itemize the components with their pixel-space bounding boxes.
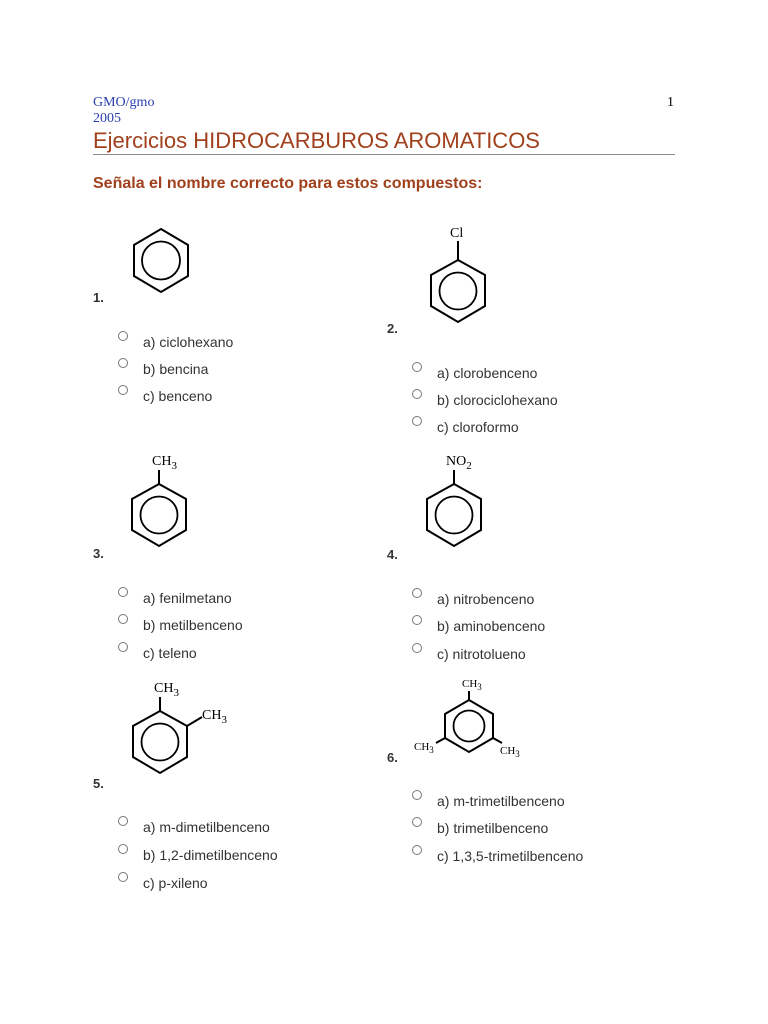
question-4-option-a[interactable] (412, 588, 535, 607)
methyl-label-side: $CH_3$ (202, 708, 227, 726)
question-2-option-a[interactable] (412, 362, 538, 381)
radio-button[interactable] (412, 362, 422, 372)
radio-button[interactable] (412, 845, 422, 855)
radio-button[interactable] (412, 416, 422, 426)
methyl-label-top: $CH_3$ (154, 681, 179, 699)
benzene-structure-icon (126, 226, 196, 296)
methyl-label-left: $CH_3$ (414, 741, 434, 755)
radio-button[interactable] (118, 614, 128, 624)
radio-button[interactable] (412, 588, 422, 598)
option-label: b) aminobenceno (437, 618, 546, 634)
option-label: b) clorociclohexano (437, 392, 558, 408)
option-label: a) nitrobenceno (437, 591, 535, 607)
radio-button[interactable] (412, 643, 422, 653)
radio-button[interactable] (412, 817, 422, 827)
option-label: c) cloroformo (437, 419, 519, 435)
methyl-label-top: $CH_3$ (462, 678, 482, 692)
document-year: 2005 (93, 111, 121, 126)
page-number: 1 (667, 95, 674, 110)
option-label: b) bencina (143, 361, 209, 377)
question-6-option-b[interactable] (412, 817, 549, 836)
radio-button[interactable] (412, 615, 422, 625)
question-4-option-b[interactable] (412, 615, 546, 634)
option-label: c) benceno (143, 388, 213, 404)
instruction-text: Señala el nombre correcto para estos compuestos: (93, 175, 483, 192)
radio-button[interactable] (118, 844, 128, 854)
title-divider (93, 154, 675, 155)
option-label: c) p-xileno (143, 875, 208, 891)
option-label: b) metilbenceno (143, 617, 243, 633)
page-title: Ejercicios HIDROCARBUROS AROMATICOS (93, 128, 540, 153)
radio-button[interactable] (118, 872, 128, 882)
option-label: a) m-dimetilbenceno (143, 819, 270, 835)
question-3-option-b[interactable] (118, 614, 243, 633)
ortho-xylene-structure-icon (124, 677, 234, 777)
question-1-option-a[interactable] (118, 331, 234, 350)
question-3-option-c[interactable] (118, 642, 197, 661)
question-5-option-b[interactable] (118, 844, 278, 863)
radio-button[interactable] (118, 385, 128, 395)
radio-button[interactable] (118, 816, 128, 826)
question-number: 5. (93, 776, 104, 791)
chlorobenzene-structure-icon (422, 222, 494, 326)
mesitylene-structure-icon (412, 672, 532, 764)
option-label: c) nitrotolueno (437, 646, 526, 662)
option-label: b) 1,2-dimetilbenceno (143, 847, 278, 863)
question-2-option-c[interactable] (412, 416, 519, 435)
option-label: a) fenilmetano (143, 590, 232, 606)
question-1-option-c[interactable] (118, 385, 213, 404)
question-2-option-b[interactable] (412, 389, 558, 408)
question-number: 2. (387, 321, 398, 336)
option-label: a) clorobenceno (437, 365, 538, 381)
question-5-option-a[interactable] (118, 816, 270, 835)
option-label: b) trimetilbenceno (437, 820, 549, 836)
author-initials: GMO/gmo (93, 95, 155, 110)
question-number: 1. (93, 290, 104, 305)
radio-button[interactable] (118, 331, 128, 341)
radio-button[interactable] (118, 587, 128, 597)
chlorine-label: Cl (450, 226, 464, 241)
toluene-structure-icon (124, 450, 196, 550)
question-5-option-c[interactable] (118, 872, 208, 891)
option-label: c) 1,3,5-trimetilbenceno (437, 848, 584, 864)
question-number: 6. (387, 750, 398, 765)
question-number: 4. (387, 547, 398, 562)
question-1-option-b[interactable] (118, 358, 209, 377)
option-label: a) m-trimetilbenceno (437, 793, 565, 809)
radio-button[interactable] (412, 790, 422, 800)
question-6-option-a[interactable] (412, 790, 565, 809)
methyl-label-right: $CH_3$ (500, 745, 520, 759)
option-label: a) ciclohexano (143, 334, 234, 350)
nitro-label: $NO_2$ (446, 454, 472, 472)
question-4-option-c[interactable] (412, 643, 526, 662)
nitrobenzene-structure-icon (418, 450, 490, 550)
radio-button[interactable] (118, 358, 128, 368)
question-3-option-a[interactable] (118, 587, 232, 606)
methyl-label: $CH_3$ (152, 454, 177, 472)
question-number: 3. (93, 546, 104, 561)
radio-button[interactable] (412, 389, 422, 399)
option-label: c) teleno (143, 645, 197, 661)
radio-button[interactable] (118, 642, 128, 652)
question-6-option-c[interactable] (412, 845, 584, 864)
